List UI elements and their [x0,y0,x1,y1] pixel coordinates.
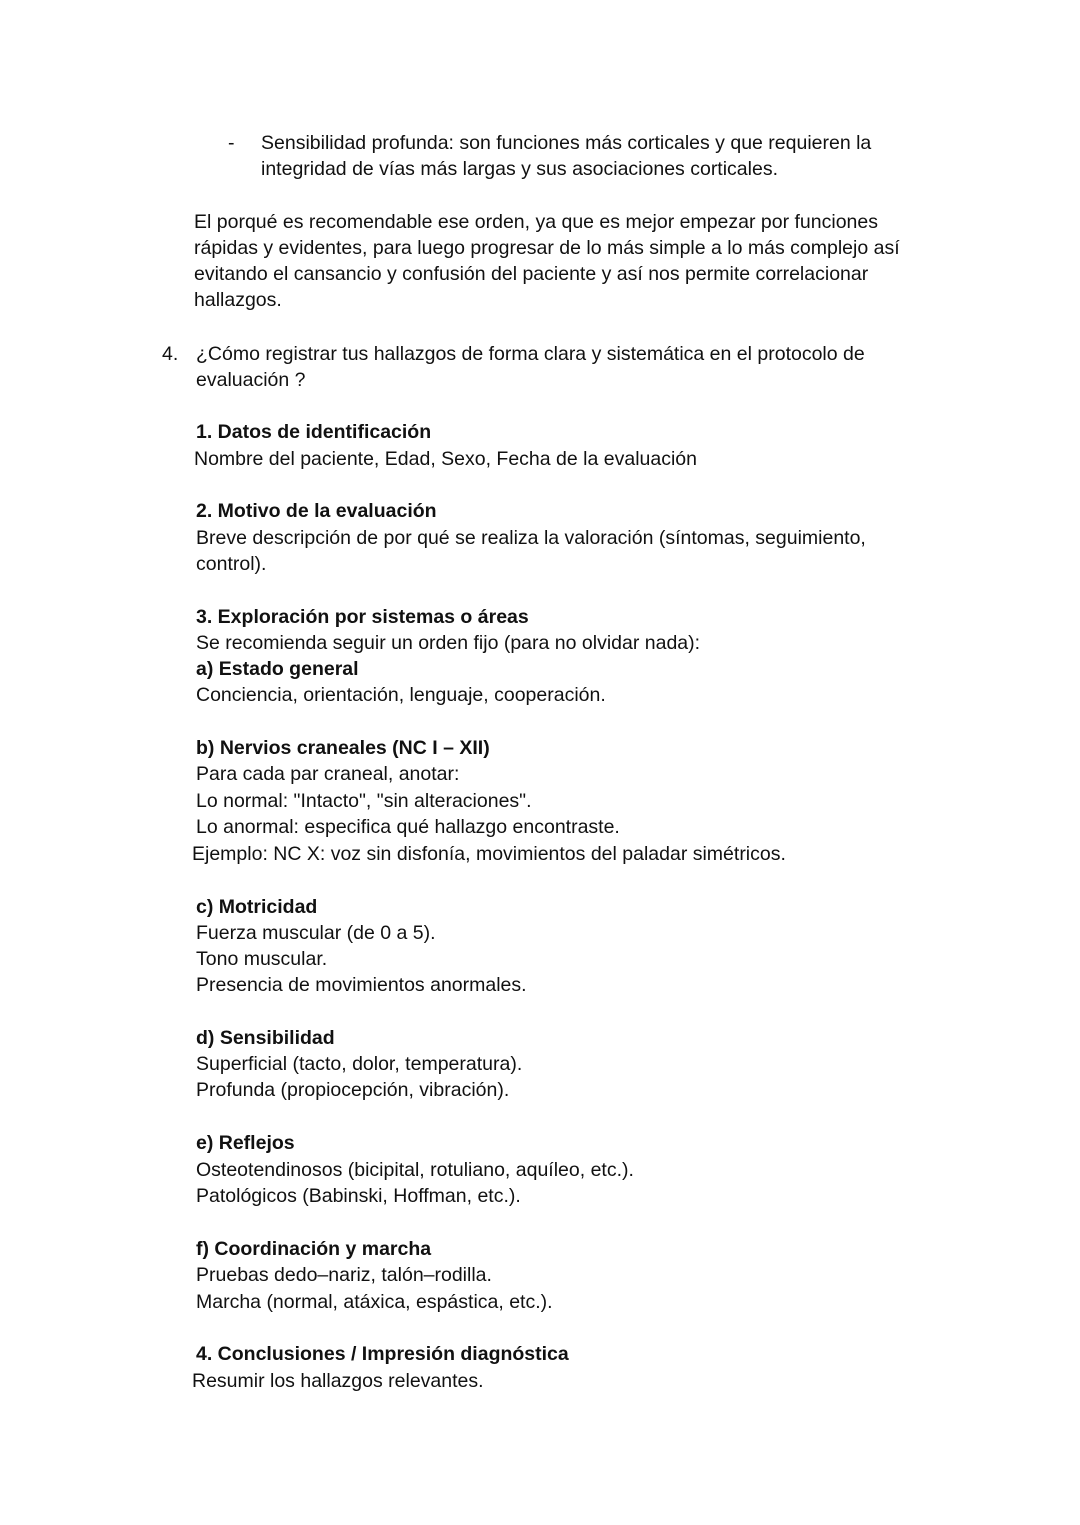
section-heading: 3. Exploración por sistemas o áreas [196,606,529,628]
subsection-heading: e) Reflejos [196,1132,295,1154]
paragraph-line: hallazgos. [194,289,282,311]
section-heading: 2. Motivo de la evaluación [196,500,437,522]
subsection-text-line: Patológicos (Babinski, Hoffman, etc.). [196,1185,521,1207]
subsection-text-line: Conciencia, orientación, lenguaje, cooperación. [196,684,606,706]
paragraph-line: El porqué es recomendable ese orden, ya que es mejor empezar por funciones [194,211,878,233]
subsection-text-line: Profunda (propiocepción, vibración). [196,1079,510,1101]
bullet-text-line: integridad de vías más largas y sus asociaciones corticales. [261,158,778,180]
subsection-text-line: Fuerza muscular (de 0 a 5). [196,922,436,944]
section-text-line: Breve descripción de por qué se realiza la valoración (síntomas, seguimiento, [196,527,866,549]
subsection-heading: c) Motricidad [196,896,318,918]
subsection-text-line: Ejemplo: NC X: voz sin disfonía, movimientos del paladar simétricos. [192,843,786,865]
section-heading: 4. Conclusiones / Impresión diagnóstica [196,1343,569,1365]
subsection-text-line: Lo anormal: especifica qué hallazgo encontraste. [196,816,620,838]
list-number: 4. [162,343,179,365]
section-text-line: Nombre del paciente, Edad, Sexo, Fecha de la evaluación [194,448,697,470]
question-text-line: evaluación ? [196,369,306,391]
section-text-line: Se recomienda seguir un orden fijo (para no olvidar nada): [196,632,701,654]
subsection-text-line: Superficial (tacto, dolor, temperatura). [196,1053,523,1075]
subsection-text-line: Osteotendinosos (bicipital, rotuliano, aquíleo, etc.). [196,1159,634,1181]
section-text-line: control). [196,553,267,575]
paragraph-line: rápidas y evidentes, para luego progresar de lo más simple a lo más complejo así [194,237,900,259]
section-heading: 1. Datos de identificación [196,421,432,443]
subsection-text-line: Presencia de movimientos anormales. [196,974,527,996]
paragraph-line: evitando el cansancio y confusión del paciente y así nos permite correlacionar [194,263,869,285]
subsection-text-line: Pruebas dedo–nariz, talón–rodilla. [196,1264,492,1286]
question-text-line: ¿Cómo registrar tus hallazgos de forma clara y sistemática en el protocolo de [196,343,865,365]
subsection-heading: a) Estado general [196,658,359,680]
subsection-text-line: Lo normal: "Intacto", "sin alteraciones". [196,790,532,812]
subsection-heading: b) Nervios craneales (NC I – XII) [196,737,490,759]
bullet-text-line: Sensibilidad profunda: son funciones más corticales y que requieren la [261,132,872,154]
subsection-heading: d) Sensibilidad [196,1027,335,1049]
subsection-heading: f) Coordinación y marcha [196,1238,432,1260]
section-text-line: Resumir los hallazgos relevantes. [192,1370,484,1392]
subsection-text-line: Marcha (normal, atáxica, espástica, etc.). [196,1291,553,1313]
subsection-text-line: Para cada par craneal, anotar: [196,763,460,785]
dash-marker: - [228,132,235,154]
subsection-text-line: Tono muscular. [196,948,328,970]
